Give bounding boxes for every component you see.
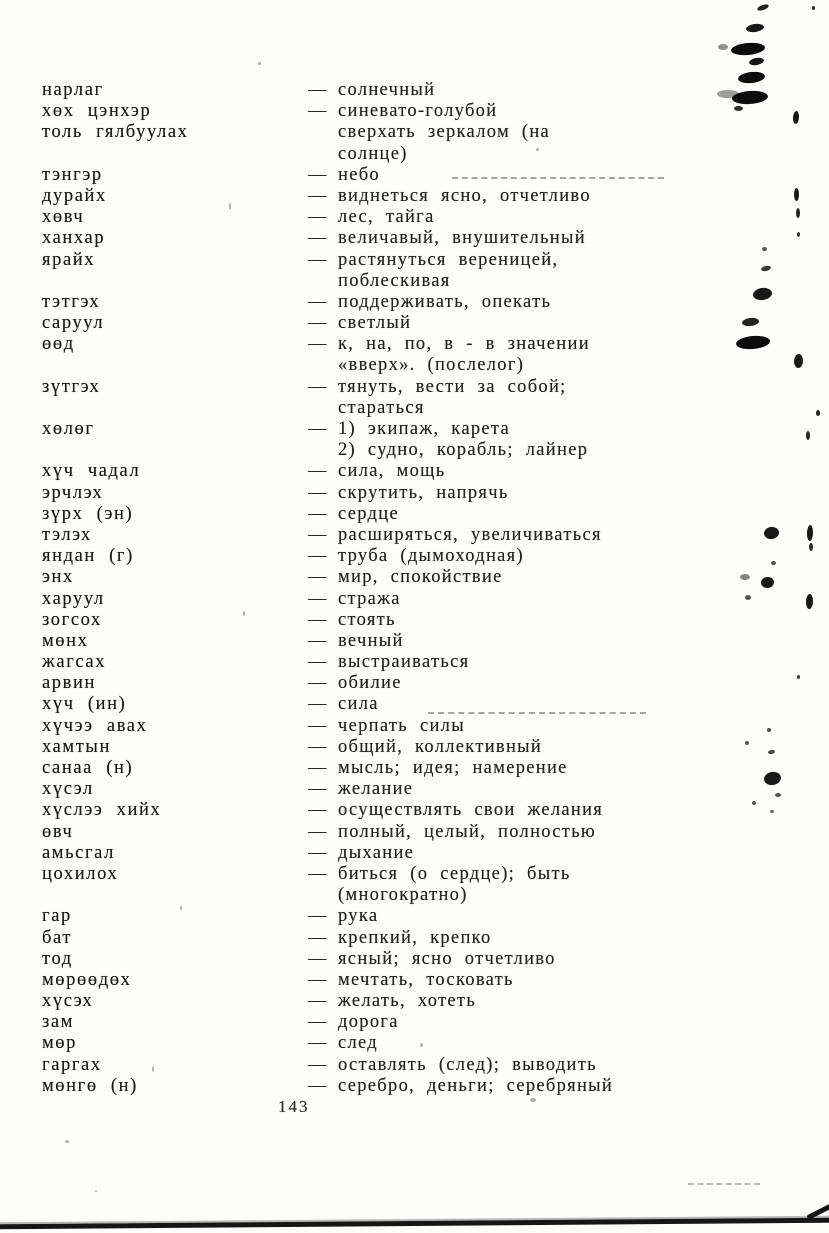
- mongolian-term: мөрөөдөх: [42, 969, 132, 990]
- scan-speck: [229, 203, 231, 210]
- mongolian-term: харуул: [42, 588, 105, 609]
- entry-line: [42, 864, 821, 885]
- entry-line: [42, 80, 821, 101]
- mongolian-term: нарлаг: [42, 80, 104, 100]
- russian-translation: «вверх». (послелог): [338, 355, 525, 376]
- mongolian-term: хүч чадал: [42, 461, 141, 482]
- dash-separator: —: [308, 101, 327, 122]
- dash-separator: —: [308, 821, 327, 842]
- russian-translation: синевато-голубой: [338, 101, 498, 122]
- russian-translation: осуществлять свои желания: [338, 800, 604, 821]
- entry-line: [42, 673, 821, 694]
- russian-translation: полный, целый, полностью: [338, 821, 597, 842]
- mongolian-term: толь гялбуулах: [42, 122, 189, 143]
- russian-translation: сверхать зеркалом (на: [338, 122, 551, 143]
- dash-separator: —: [308, 948, 327, 969]
- scan-dash-artifact: [428, 712, 646, 714]
- entry-line: [42, 758, 821, 779]
- entry-line: [42, 144, 821, 165]
- entry-line: [42, 800, 821, 821]
- dash-separator: —: [308, 694, 327, 715]
- mongolian-term: хүслээ хийх: [42, 800, 162, 821]
- dash-separator: —: [308, 969, 327, 990]
- dash-separator: —: [308, 249, 327, 270]
- entry-line: [42, 271, 821, 292]
- ink-smudge: [731, 42, 766, 57]
- entry-line: [42, 165, 821, 186]
- entry-line: [42, 928, 821, 949]
- ink-smudge: [752, 801, 756, 805]
- ink-smudge: [734, 106, 743, 111]
- ink-smudge: [816, 410, 820, 416]
- entry-line: [42, 1076, 821, 1097]
- mongolian-term: ярайх: [42, 249, 96, 270]
- dash-separator: —: [308, 1012, 327, 1033]
- mongolian-term: тэтгэх: [42, 291, 101, 312]
- ink-smudge: [770, 810, 774, 813]
- dash-separator: —: [308, 842, 327, 863]
- ink-smudge: [745, 595, 751, 600]
- entry-line: [42, 589, 821, 610]
- entry-line: [42, 186, 821, 207]
- mongolian-term: өвч: [42, 821, 74, 842]
- mongolian-term: жагсах: [42, 652, 107, 673]
- ink-smudge: [757, 3, 770, 12]
- entry-line: [42, 737, 821, 758]
- russian-translation: к, на, по, в - в значении: [338, 334, 590, 355]
- mongolian-term: зам: [42, 1012, 75, 1033]
- mongolian-term: цохилох: [42, 863, 119, 884]
- entry-line: [42, 504, 821, 525]
- russian-translation: (многократно): [338, 885, 468, 906]
- dash-separator: —: [308, 291, 327, 312]
- entry-line: [42, 970, 821, 991]
- dash-separator: —: [308, 779, 327, 800]
- entry-line: [42, 440, 821, 461]
- dash-separator: —: [308, 567, 327, 588]
- russian-translation: поддерживать, опекать: [338, 291, 552, 312]
- russian-translation: выстраиваться: [338, 652, 470, 673]
- russian-translation: труба (дымоходная): [338, 546, 524, 567]
- entry-line: [42, 334, 821, 355]
- russian-translation: желать, хотеть: [338, 991, 477, 1012]
- russian-translation: сила, мощь: [338, 461, 446, 482]
- entry-line: [42, 483, 821, 504]
- entry-line: [42, 398, 821, 419]
- russian-translation: след: [338, 1033, 379, 1054]
- mongolian-term: өөд: [42, 334, 75, 355]
- ink-smudge: [797, 232, 800, 237]
- dash-separator: —: [308, 461, 327, 482]
- scan-speck: [536, 148, 539, 151]
- mongolian-term: яндан (г): [42, 546, 134, 567]
- russian-translation: дорога: [338, 1012, 399, 1033]
- russian-translation: серебро, деньги; серебряный: [338, 1075, 614, 1096]
- dash-separator: —: [308, 630, 327, 651]
- mongolian-term: зогсох: [42, 609, 102, 630]
- dash-separator: —: [308, 715, 327, 736]
- dash-separator: —: [308, 419, 327, 439]
- entry-line: [42, 991, 821, 1012]
- mongolian-term: мөнгө (н): [42, 1075, 138, 1096]
- russian-translation: скрутить, напрячь: [338, 482, 509, 503]
- entry-line: [42, 716, 821, 737]
- entry-line: [42, 822, 821, 843]
- russian-translation: мечтать, тосковать: [338, 969, 514, 990]
- entry-line: [42, 779, 821, 800]
- mongolian-term: санаа (н): [42, 758, 134, 778]
- russian-translation: общий, коллективный: [338, 736, 543, 757]
- russian-translation: солнце): [338, 143, 408, 164]
- ink-smudge: [797, 675, 800, 679]
- ink-smudge: [794, 188, 799, 201]
- ink-smudge: [718, 44, 728, 50]
- scan-speck: [243, 611, 245, 616]
- entry-line: [42, 546, 821, 567]
- dash-separator: —: [308, 313, 327, 334]
- entry-line: [42, 949, 821, 970]
- russian-translation: рука: [338, 906, 379, 927]
- mongolian-term: хөвч: [42, 207, 85, 228]
- scan-dash-artifact: [688, 1183, 760, 1185]
- dash-separator: —: [308, 334, 327, 355]
- entry-line: [42, 313, 821, 334]
- entry-line: [42, 122, 821, 143]
- mongolian-term: амьсгал: [42, 842, 115, 863]
- dash-separator: —: [308, 1075, 327, 1096]
- russian-translation: оставлять (след); выводить: [338, 1054, 597, 1075]
- russian-translation: сила: [338, 694, 379, 715]
- entry-line: [42, 1055, 821, 1076]
- russian-translation: светлый: [338, 313, 412, 334]
- scan-speck: [530, 1098, 536, 1102]
- scan-speck: [258, 62, 261, 65]
- ink-smudge: [809, 543, 813, 551]
- scan-speck: [420, 1043, 423, 1047]
- entry-line: [42, 631, 821, 652]
- ink-smudge: [740, 574, 750, 580]
- mongolian-term: зүрх (эн): [42, 503, 134, 524]
- dash-separator: —: [308, 228, 327, 249]
- entry-line: [42, 652, 821, 673]
- russian-translation: биться (о сердце); быть: [338, 863, 571, 884]
- dash-separator: —: [308, 503, 327, 524]
- russian-translation: солнечный: [338, 80, 436, 100]
- entry-line: [42, 355, 821, 376]
- ink-smudge: [749, 57, 765, 66]
- dash-separator: —: [308, 524, 327, 545]
- dash-separator: —: [308, 991, 327, 1012]
- mongolian-term: энх: [42, 567, 74, 588]
- scan-dash-artifact: [452, 177, 664, 179]
- entry-line: [42, 567, 821, 588]
- entry-line: [42, 250, 821, 271]
- russian-translation: мир, спокойствие: [338, 567, 503, 588]
- entry-line: [42, 1012, 821, 1033]
- entry-line: [42, 885, 821, 906]
- entry-line: [42, 377, 821, 398]
- ink-smudge: [767, 728, 771, 732]
- entry-line: [42, 525, 821, 546]
- entry-line: [42, 207, 821, 228]
- russian-translation: небо: [338, 164, 380, 185]
- mongolian-term: ханхар: [42, 228, 106, 249]
- mongolian-term: мөнх: [42, 630, 89, 651]
- russian-translation: мысль; идея; намерение: [338, 758, 568, 778]
- mongolian-term: хөлөг: [42, 419, 95, 439]
- dash-separator: —: [308, 207, 327, 228]
- ink-smudge: [717, 90, 739, 98]
- dash-separator: —: [308, 546, 327, 567]
- russian-translation: 1) экипаж, карета: [338, 419, 511, 439]
- russian-translation: растянуться вереницей,: [338, 249, 559, 270]
- mongolian-term: хамтын: [42, 736, 111, 757]
- mongolian-term: бат: [42, 927, 73, 948]
- mongolian-term: хөх цэнхэр: [42, 101, 152, 122]
- entry-line: [42, 906, 821, 927]
- ink-smudge: [806, 431, 810, 440]
- russian-translation: 2) судно, корабль; лайнер: [338, 440, 589, 461]
- entry-line: [42, 843, 821, 864]
- ink-smudge: [762, 247, 767, 251]
- mongolian-term: арвин: [42, 673, 96, 694]
- scan-speck: [152, 1066, 154, 1072]
- russian-translation: виднеться ясно, отчетливо: [338, 185, 591, 206]
- dash-separator: —: [308, 164, 327, 185]
- mongolian-term: хүсэл: [42, 779, 94, 800]
- dash-separator: —: [308, 652, 327, 673]
- ink-smudge: [775, 793, 781, 797]
- dash-separator: —: [308, 588, 327, 609]
- dash-separator: —: [308, 376, 327, 397]
- entry-line: [42, 1033, 821, 1054]
- scan-speck: [95, 1190, 97, 1192]
- russian-translation: крепкий, крепко: [338, 927, 492, 948]
- russian-translation: стоять: [338, 609, 396, 630]
- mongolian-term: эрчлэх: [42, 482, 104, 503]
- scan-speck: [180, 906, 182, 910]
- mongolian-term: тэлэх: [42, 524, 92, 545]
- ink-smudge: [746, 23, 765, 33]
- ink-smudge: [745, 741, 749, 745]
- dash-separator: —: [308, 609, 327, 630]
- russian-translation: величавый, внушительный: [338, 228, 586, 249]
- mongolian-term: тод: [42, 948, 73, 969]
- russian-translation: ясный; ясно отчетливо: [338, 948, 556, 969]
- mongolian-term: хүсэх: [42, 991, 94, 1012]
- mongolian-term: мөр: [42, 1033, 78, 1054]
- dash-separator: —: [308, 736, 327, 757]
- russian-translation: дыхание: [338, 842, 415, 863]
- russian-translation: обилие: [338, 673, 402, 694]
- entry-line: [42, 419, 821, 440]
- mongolian-term: гар: [42, 906, 72, 927]
- dictionary-entries: [42, 80, 821, 1097]
- dash-separator: —: [308, 673, 327, 694]
- russian-translation: тянуть, вести за собой;: [338, 376, 567, 397]
- scan-speck: [65, 1140, 69, 1143]
- russian-translation: стараться: [338, 397, 425, 418]
- mongolian-term: зүтгэх: [42, 376, 101, 397]
- dash-separator: —: [308, 1033, 327, 1054]
- ink-smudge: [771, 561, 776, 565]
- mongolian-term: хүчээ авах: [42, 715, 148, 736]
- entry-line: [42, 461, 821, 482]
- mongolian-term: хүч (ин): [42, 694, 127, 715]
- dash-separator: —: [308, 185, 327, 206]
- dash-separator: —: [308, 863, 327, 884]
- entry-line: [42, 228, 821, 249]
- ink-smudge: [812, 6, 815, 10]
- russian-translation: стража: [338, 588, 401, 609]
- mongolian-term: тэнгэр: [42, 164, 103, 185]
- russian-translation: желание: [338, 779, 414, 800]
- russian-translation: поблескивая: [338, 270, 451, 291]
- dash-separator: —: [308, 906, 327, 927]
- russian-translation: сердце: [338, 503, 399, 524]
- russian-translation: черпать силы: [338, 715, 465, 736]
- page-number: 143: [278, 1097, 310, 1116]
- dash-separator: —: [308, 1054, 327, 1075]
- dash-separator: —: [308, 800, 327, 821]
- russian-translation: расширяться, увеличиваться: [338, 524, 602, 545]
- mongolian-term: гаргах: [42, 1054, 102, 1075]
- dash-separator: —: [308, 927, 327, 948]
- dash-separator: —: [308, 80, 327, 100]
- entry-line: [42, 610, 821, 631]
- entry-line: [42, 101, 821, 122]
- dash-separator: —: [308, 482, 327, 503]
- russian-translation: лес, тайга: [338, 207, 435, 228]
- dash-separator: —: [308, 758, 327, 778]
- entry-line: [42, 292, 821, 313]
- mongolian-term: саруул: [42, 313, 105, 334]
- ink-smudge: [796, 208, 800, 218]
- russian-translation: вечный: [338, 630, 404, 651]
- mongolian-term: дурайх: [42, 185, 107, 206]
